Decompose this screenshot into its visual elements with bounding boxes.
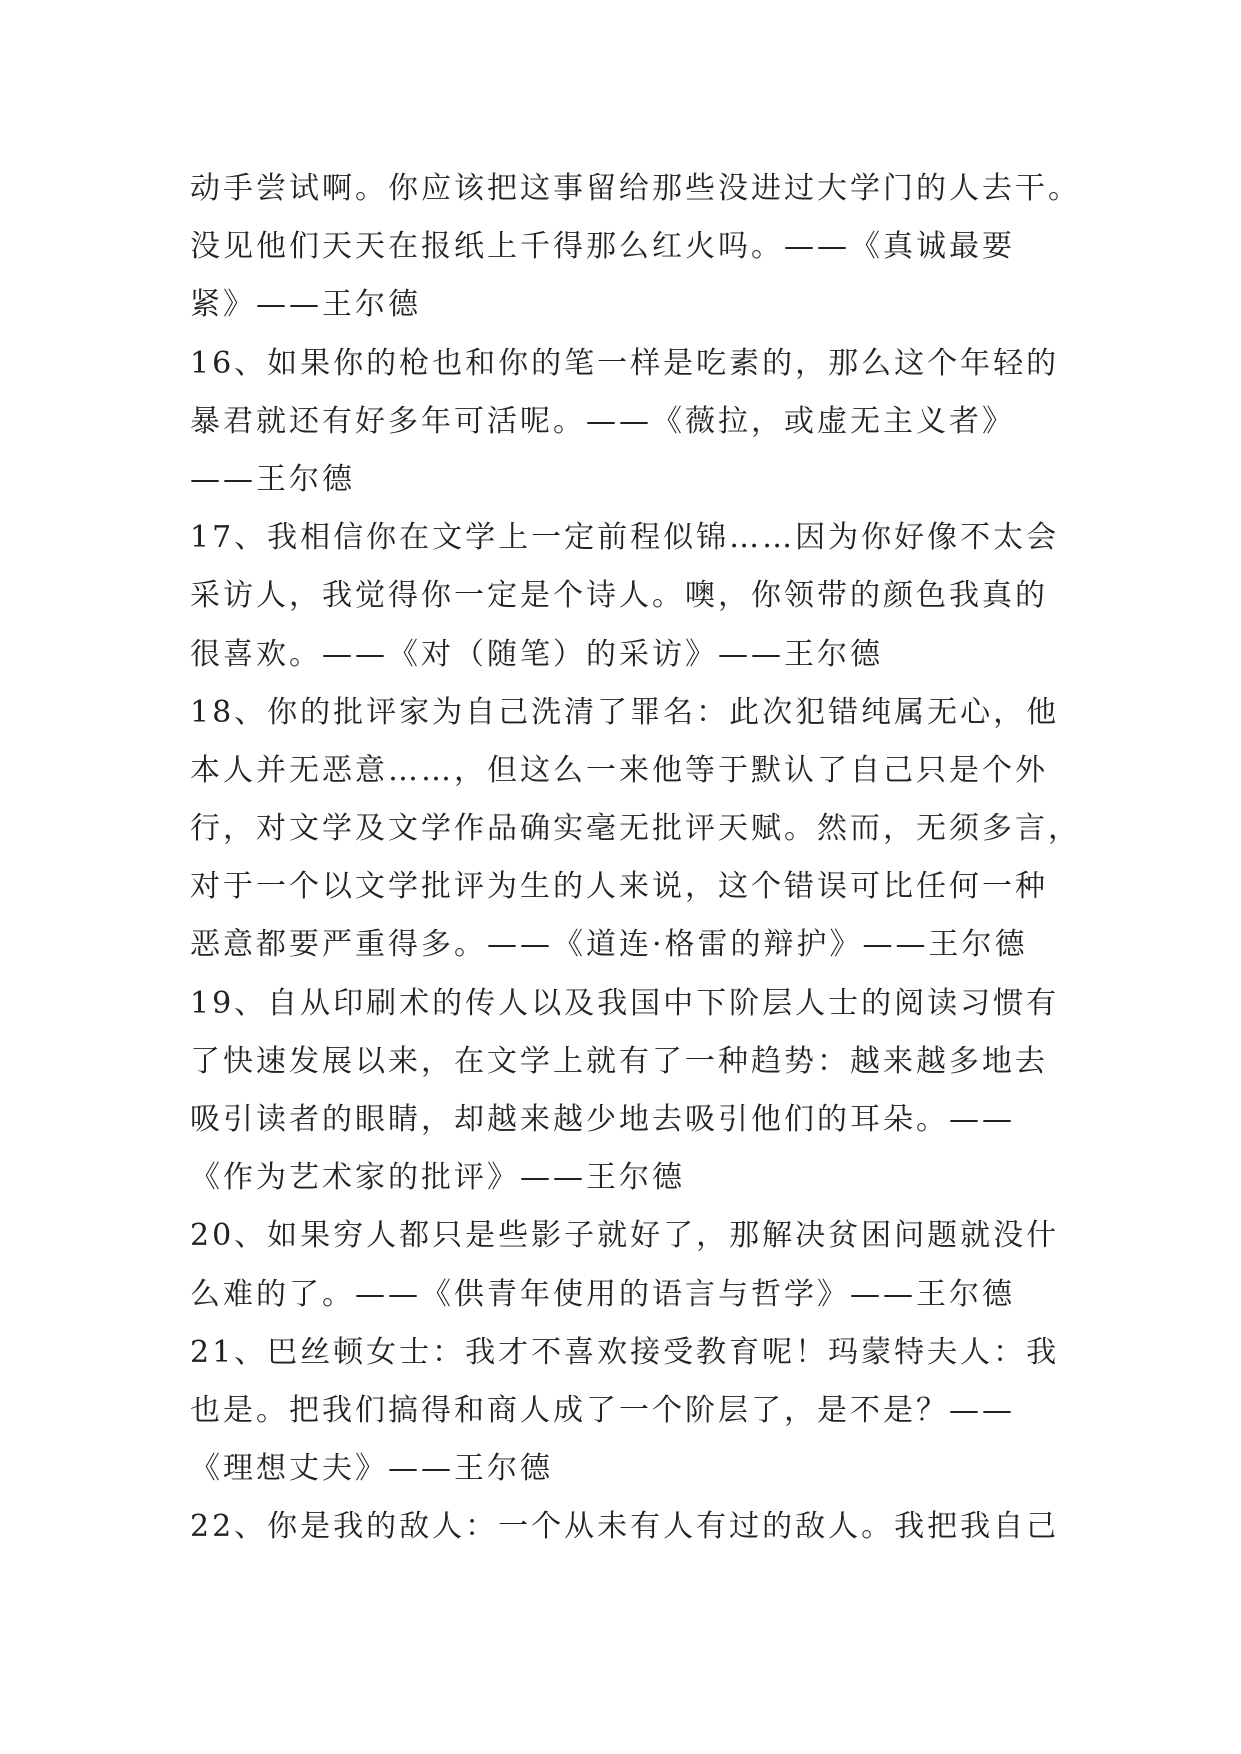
document-text <box>190 160 1090 1557</box>
text-line: 动手尝试啊。你应该把这事留给那些没进过大学门的人去干。 <box>190 171 1081 206</box>
text-line: ——王尔德 <box>190 461 355 497</box>
text-line: 20、如果穷人都只是些影子就好了，那解决贫困问题就没什 <box>190 1218 1060 1254</box>
text-line: 了快速发展以来，在文学上就有了一种趋势：越来越多地去 <box>190 1043 1048 1079</box>
text-line: 16、如果你的枪也和你的笔一样是吃素的，那么这个年轻的 <box>190 345 1060 381</box>
text-line: 17、我相信你在文学上一定前程似锦……因为你好像不太会 <box>190 520 1060 556</box>
text-line: 暴君就还有好多年可活呢。——《薇拉，或虚无主义者》 <box>190 403 1015 439</box>
text-line: 么难的了。——《供青年使用的语言与哲学》——王尔德 <box>190 1276 1015 1312</box>
text-line: 22、你是我的敌人：一个从未有人有过的敌人。我把我自己 <box>190 1509 1060 1545</box>
text-line: 行，对文学及文学作品确实毫无批评天赋。然而，无须多言， <box>190 811 1081 847</box>
text-line: 紧》——王尔德 <box>190 287 421 323</box>
text-line: 《理想丈夫》——王尔德 <box>190 1451 553 1487</box>
text-line: 采访人，我觉得你一定是个诗人。噢，你领带的颜色我真的 <box>190 578 1048 614</box>
text-line: 对于一个以文学批评为生的人来说，这个错误可比任何一种 <box>190 869 1048 905</box>
text-line: 《作为艺术家的批评》——王尔德 <box>190 1160 685 1196</box>
text-line: 21、巴丝顿女士：我才不喜欢接受教育呢！玛蒙特夫人：我 <box>190 1334 1060 1370</box>
text-line: 吸引读者的眼睛，却越来越少地去吸引他们的耳朵。—— <box>190 1102 1015 1137</box>
text-line: 没见他们天天在报纸上千得那么红火吗。——《真诚最要 <box>190 229 1015 265</box>
text-line: 恶意都要严重得多。——《道连·格雷的辩护》——王尔德 <box>190 927 1028 963</box>
text-line: 也是。把我们搞得和商人成了一个阶层了，是不是？—— <box>190 1392 1015 1428</box>
text-line: 19、自从印刷术的传人以及我国中下阶层人士的阅读习惯有 <box>190 985 1060 1021</box>
text-line: 本人并无恶意……，但这么一来他等于默认了自己只是个外 <box>190 752 1048 788</box>
text-line: 18、你的批评家为自己洗清了罪名：此次犯错纯属无心，他 <box>190 694 1060 730</box>
text-line: 很喜欢。——《对（随笔）的采访》——王尔德 <box>190 636 883 672</box>
